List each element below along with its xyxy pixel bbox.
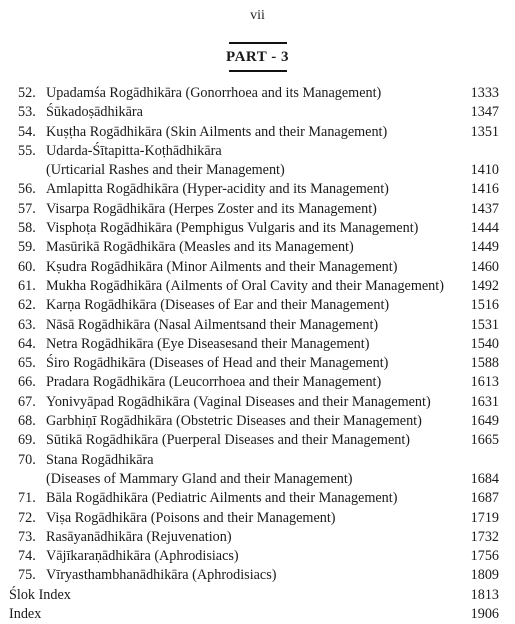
entry-title-line: Bāla Rogādhikāra (Pediatric Ailments and their Management) xyxy=(46,490,398,507)
toc-entry xyxy=(0,547,515,566)
entry-title-line: Index xyxy=(9,606,42,623)
toc-entry xyxy=(0,354,515,373)
toc-entry xyxy=(0,586,515,605)
entry-page-number: 1756 xyxy=(470,548,499,565)
entry-page-number: 1347 xyxy=(470,104,499,121)
entry-page-number: 1631 xyxy=(470,393,499,410)
toc-entry xyxy=(0,142,515,181)
entry-title xyxy=(9,605,419,624)
entry-title-line: Ślok Index xyxy=(9,586,71,603)
entry-number: 70. xyxy=(18,451,36,468)
entry-number: 56. xyxy=(18,181,36,198)
entry-page-number: 1687 xyxy=(470,490,499,507)
entry-title xyxy=(46,238,456,257)
toc-entry xyxy=(0,84,515,103)
entry-title-line: Visarpa Rogādhikāra (Herpes Zoster and its Management) xyxy=(46,200,377,217)
toc-entry xyxy=(0,238,515,257)
entry-title xyxy=(46,84,456,103)
entry-title-line: Rasāyanādhikāra (Rejuvenation) xyxy=(46,528,232,545)
entry-number: 68. xyxy=(18,413,36,430)
entry-title-line: (Urticarial Rashes and their Management) xyxy=(46,162,285,179)
toc-entry xyxy=(0,509,515,528)
entry-title xyxy=(46,412,456,431)
entry-page-number: 1649 xyxy=(470,413,499,430)
entry-page-number: 1460 xyxy=(470,258,499,275)
entry-title-line: Yonivyāpad Rogādhikāra (Vaginal Diseases and their Management) xyxy=(46,393,431,410)
entry-title-line: Karṇa Rogādhikāra (Diseases of Ear and their Management) xyxy=(46,297,390,314)
entry-number: 66. xyxy=(18,374,36,391)
toc-entry xyxy=(0,296,515,315)
toc-entry xyxy=(0,605,515,624)
toc-entry xyxy=(0,277,515,296)
entry-number: 60. xyxy=(18,258,36,275)
toc-entry xyxy=(0,258,515,277)
entry-title xyxy=(46,566,456,585)
entry-title xyxy=(46,103,456,122)
entry-page-number: 1813 xyxy=(470,586,499,603)
entry-title-line: Nāsā Rogādhikāra (Nasal Ailmentsand their Management) xyxy=(46,316,379,333)
entry-title xyxy=(46,258,456,277)
entry-title-line: Amlapitta Rogādhikāra (Hyper-acidity and its Management) xyxy=(46,181,389,198)
entry-title xyxy=(46,180,456,199)
entry-title-line: Garbhiṇī Rogādhikāra (Obstetric Diseases and their Management) xyxy=(46,413,422,430)
entry-title-line: Śiro Rogādhikāra (Diseases of Head and their Management) xyxy=(46,355,389,372)
entry-page-number: 1588 xyxy=(470,355,499,372)
entry-number: 55. xyxy=(18,142,36,159)
table-of-contents xyxy=(0,84,515,624)
entry-title xyxy=(46,489,456,508)
entry-page-number: 1732 xyxy=(470,528,499,545)
entry-page-number: 1449 xyxy=(470,239,499,256)
entry-title xyxy=(46,373,456,392)
toc-entry xyxy=(0,335,515,354)
entry-number: 57. xyxy=(18,200,36,217)
page-number: vii xyxy=(250,8,265,23)
entry-number: 64. xyxy=(18,335,36,352)
toc-entry xyxy=(0,489,515,508)
entry-title-line: Vīryasthambhanādhikāra (Aphrodisiacs) xyxy=(46,567,277,584)
entry-page-number: 1809 xyxy=(470,567,499,584)
entry-page-number: 1906 xyxy=(470,606,499,623)
entry-title-line: Masūrikā Rogādhikāra (Measles and its Management) xyxy=(46,239,354,256)
entry-number: 69. xyxy=(18,432,36,449)
entry-page-number: 1492 xyxy=(470,277,499,294)
entry-number: 67. xyxy=(18,393,36,410)
entry-number: 58. xyxy=(18,220,36,237)
toc-entry xyxy=(0,451,515,490)
entry-number: 72. xyxy=(18,509,36,526)
entry-title-line: Visphoṭa Rogādhikāra (Pemphigus Vulgaris and its Management) xyxy=(46,220,419,237)
entry-title xyxy=(46,316,456,335)
entry-title xyxy=(9,586,419,605)
entry-title-line: Vājīkaraṇādhikāra (Aphrodisiacs) xyxy=(46,548,239,565)
entry-title xyxy=(46,354,456,373)
entry-title-line: Stana Rogādhikāra xyxy=(46,451,154,468)
entry-title-line: (Diseases of Mammary Gland and their Management) xyxy=(46,470,353,487)
entry-title-line: Kuṣṭha Rogādhikāra (Skin Ailments and their Management) xyxy=(46,123,388,140)
entry-title-line: Udarda-Śītapitta-Koṭhādhikāra xyxy=(46,142,222,159)
entry-title-line: Netra Rogādhikāra (Eye Diseasesand their Management) xyxy=(46,335,370,352)
entry-number: 73. xyxy=(18,528,36,545)
toc-entry xyxy=(0,180,515,199)
part-title: PART - 3 xyxy=(226,49,289,65)
entry-title xyxy=(46,335,456,354)
entry-number: 61. xyxy=(18,277,36,294)
entry-number: 62. xyxy=(18,297,36,314)
entry-title-line: Upadamśa Rogādhikāra (Gonorrhoea and its Management) xyxy=(46,85,382,101)
entry-page-number: 1351 xyxy=(470,123,499,140)
entry-number: 52. xyxy=(18,85,36,101)
entry-title-line: Viṣa Rogādhikāra (Poisons and their Management) xyxy=(46,509,336,526)
heading-rule-bottom xyxy=(229,70,287,72)
toc-entry xyxy=(0,528,515,547)
toc-entry xyxy=(0,412,515,431)
entry-page-number: 1444 xyxy=(470,220,499,237)
entry-title xyxy=(46,200,456,219)
entry-number: 53. xyxy=(18,104,36,121)
entry-title xyxy=(46,547,456,566)
entry-number: 71. xyxy=(18,490,36,507)
entry-title xyxy=(46,509,456,528)
entry-page-number: 1665 xyxy=(470,432,499,449)
entry-title-line: Kṣudra Rogādhikāra (Minor Ailments and their Management) xyxy=(46,258,398,275)
toc-entry xyxy=(0,123,515,142)
toc-entry xyxy=(0,219,515,238)
toc-entry xyxy=(0,316,515,335)
entry-title-line: Sūtikā Rogādhikāra (Puerperal Diseases and their Management) xyxy=(46,432,411,449)
entry-title xyxy=(46,123,456,142)
entry-page-number: 1613 xyxy=(470,374,499,391)
toc-entry xyxy=(0,393,515,412)
entry-page-number: 1684 xyxy=(470,470,499,487)
entry-title xyxy=(46,431,456,450)
entry-page-number: 1437 xyxy=(470,200,499,217)
entry-title-line: Śūkadoṣādhikāra xyxy=(46,104,143,121)
entry-page-number: 1516 xyxy=(470,297,499,314)
entry-number: 59. xyxy=(18,239,36,256)
entry-title xyxy=(46,393,456,412)
entry-page-number: 1531 xyxy=(470,316,499,333)
toc-entry xyxy=(0,200,515,219)
entry-title xyxy=(46,296,456,315)
entry-number: 65. xyxy=(18,355,36,372)
entry-title xyxy=(46,277,456,296)
entry-title xyxy=(46,219,456,238)
entry-number: 74. xyxy=(18,548,36,565)
heading-rule-top xyxy=(229,42,287,44)
entry-number: 75. xyxy=(18,567,36,584)
entry-page-number: 1540 xyxy=(470,335,499,352)
entry-page-number: 1410 xyxy=(470,162,499,179)
entry-title xyxy=(46,451,456,490)
toc-entry xyxy=(0,431,515,450)
toc-entry xyxy=(0,373,515,392)
part-heading xyxy=(0,42,515,72)
entry-title xyxy=(46,142,456,181)
entry-page-number: 1719 xyxy=(470,509,499,526)
toc-entry xyxy=(0,566,515,585)
entry-page-number: 1333 xyxy=(470,85,499,101)
entry-title-line: Mukha Rogādhikāra (Ailments of Oral Cavity and their Management) xyxy=(46,277,444,294)
entry-title-line: Pradara Rogādhikāra (Leucorrhoea and their Management) xyxy=(46,374,382,391)
entry-number: 63. xyxy=(18,316,36,333)
entry-title xyxy=(46,528,456,547)
entry-page-number: 1416 xyxy=(470,181,499,198)
entry-number: 54. xyxy=(18,123,36,140)
toc-entry xyxy=(0,103,515,122)
